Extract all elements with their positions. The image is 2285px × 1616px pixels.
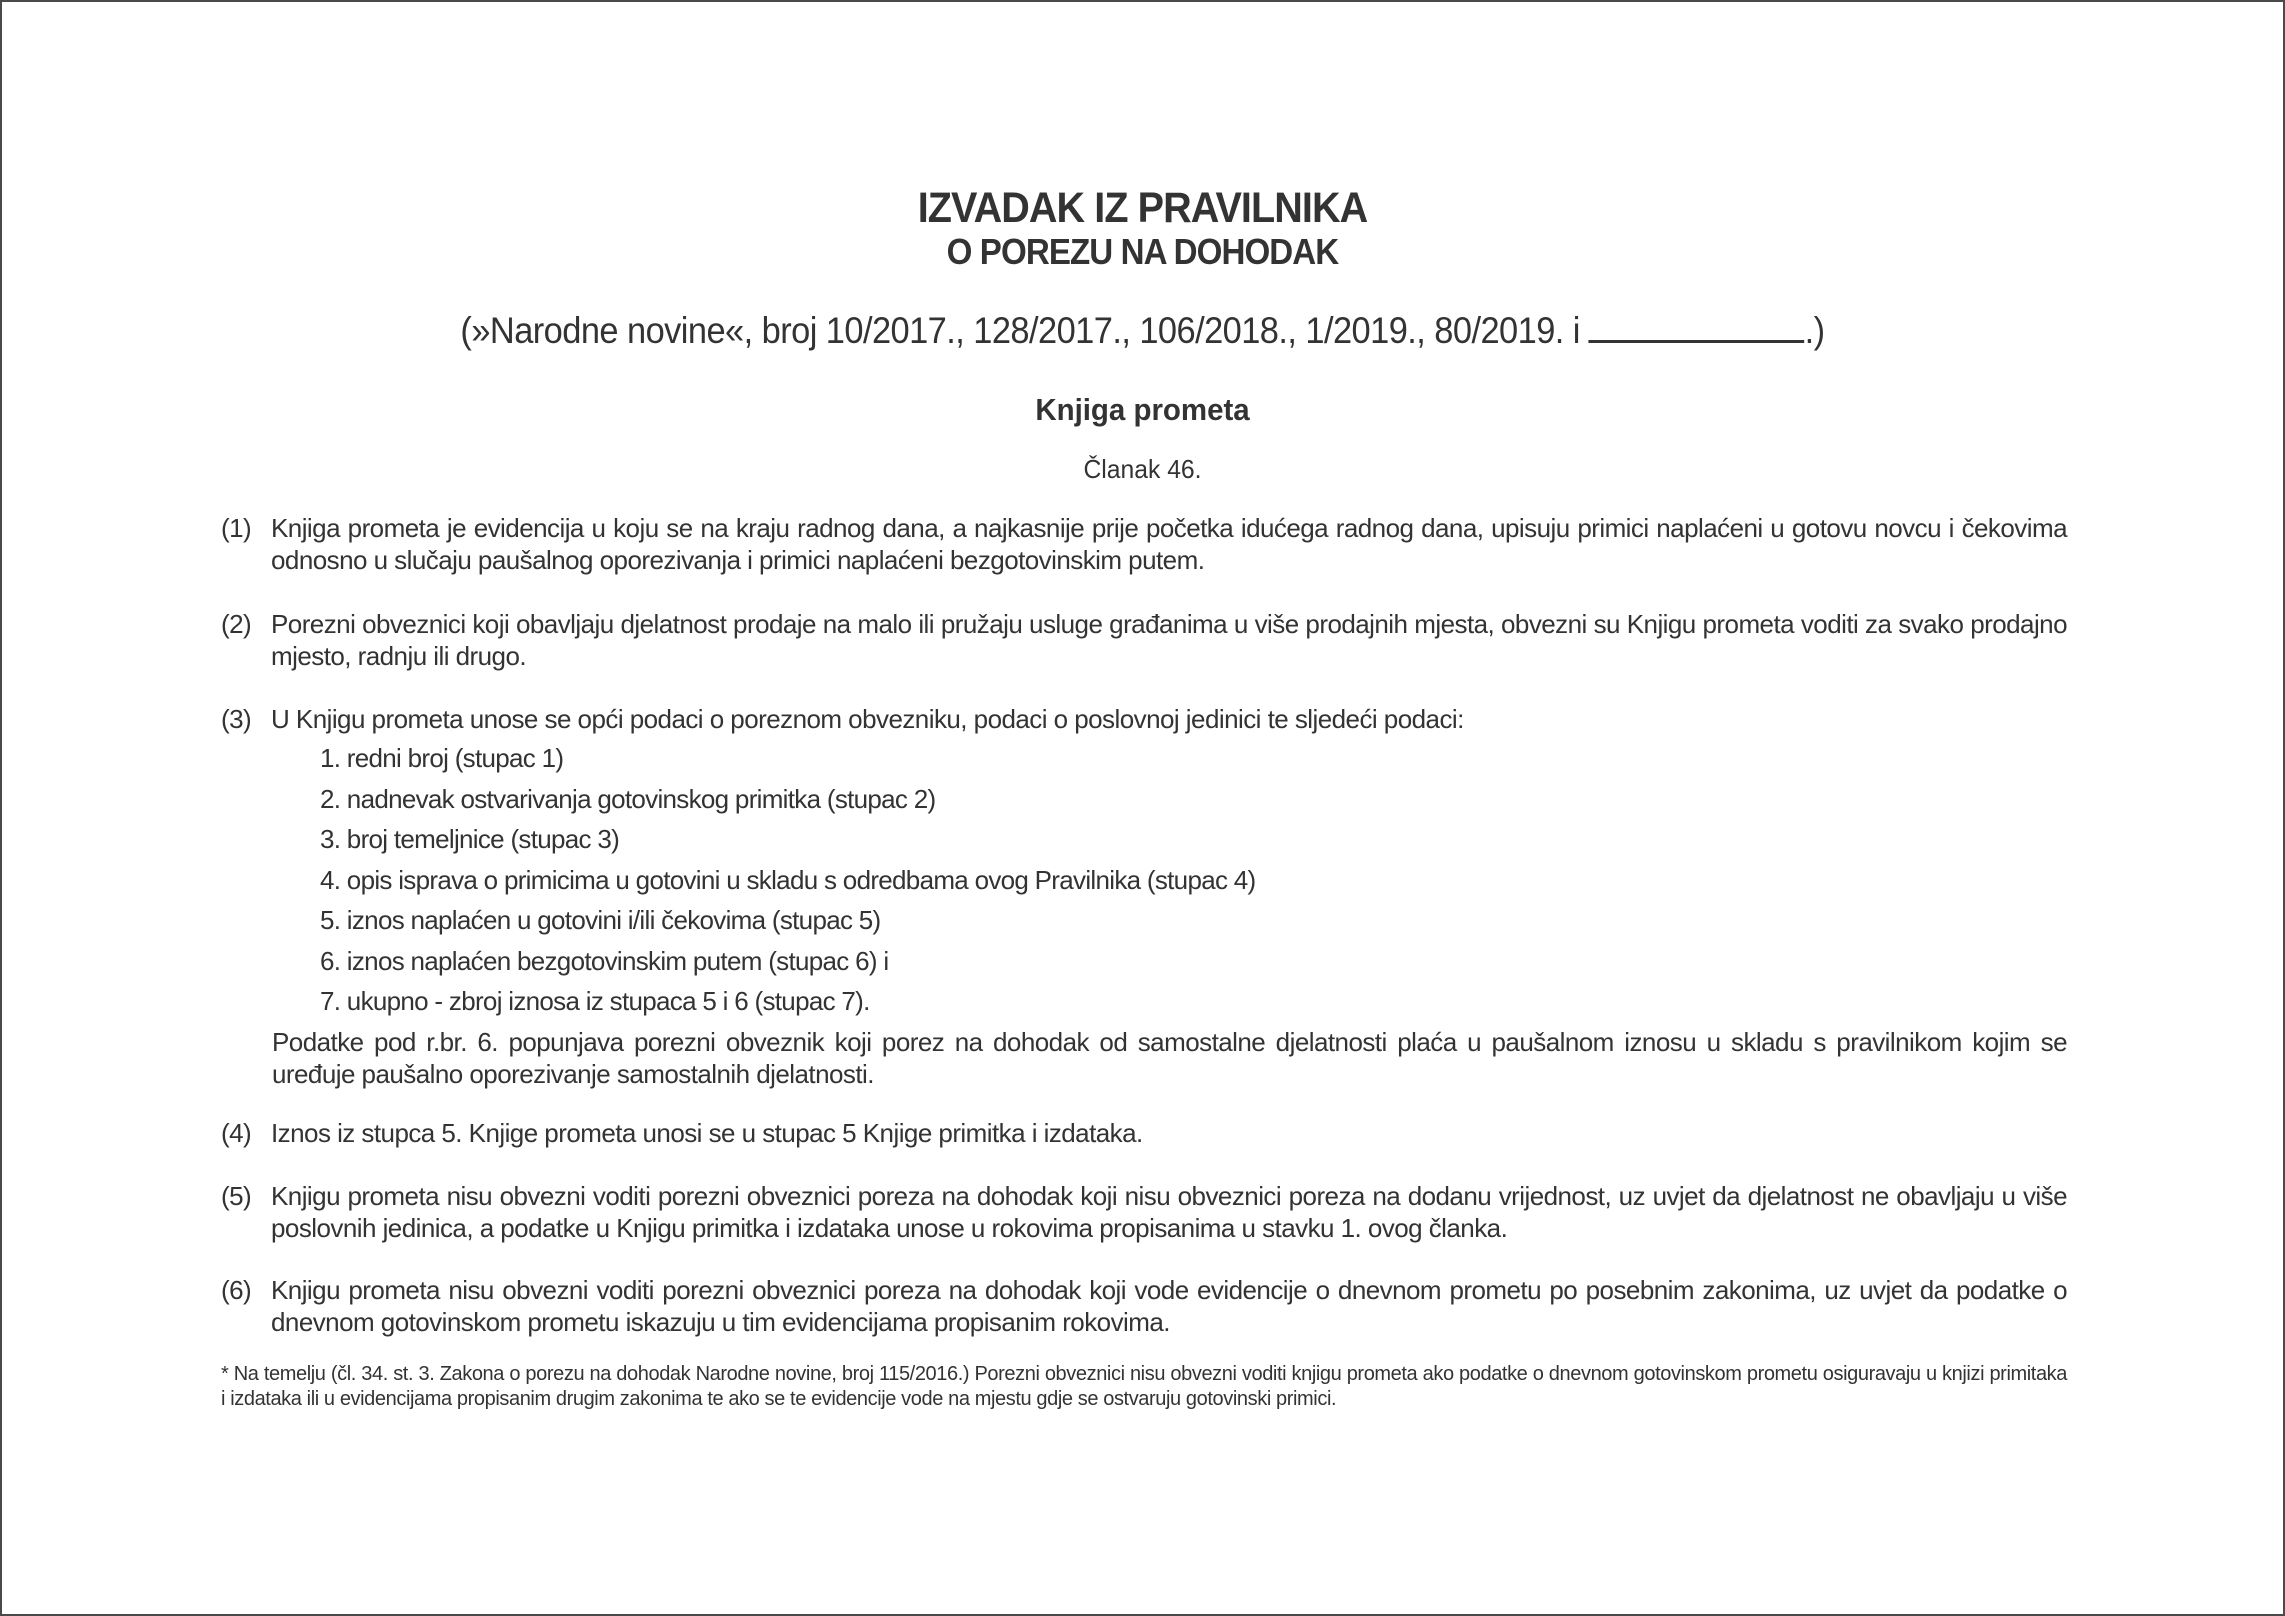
article-number: Članak 46. bbox=[1083, 454, 1202, 484]
footnote: * Na temelju (čl. 34. st. 3. Zakona o porezu na dohodak Narodne novine, broj 115/2016.) Porezni obveznici nisu obvezni voditi knjigu prometa ako podatke o dnevnom gotovinskom prometu osiguravaju u knjizi primitaka i izdataka ili u evidencijama propisanim drugim zakonima te ako se te evidencije vode na mjestu gdje se ostvaruju gotovinski primici. bbox=[221, 1363, 2067, 1410]
list-item: 3. broj temeljnice (stupac 3) bbox=[320, 824, 620, 854]
list-item: 4. opis isprava o primicima u gotovini u skladu s odredbama ovog Pravilnika (stupac 4) bbox=[320, 864, 1256, 895]
paragraph-text: U Knjigu prometa unose se opći podaci o poreznom obvezniku, podaci o poslovnoj jedinici te sljedeći podaci: bbox=[271, 704, 1464, 734]
list-item: 6. iznos naplaćen bezgotovinskim putem (stupac 6) i bbox=[320, 945, 889, 976]
list-item: 7. ukupno - zbroj iznosa iz stupaca 5 i 6 (stupac 7). bbox=[320, 986, 870, 1016]
data-column-list bbox=[320, 743, 1256, 1027]
document-subtitle: O POREZU NA DOHODAK bbox=[946, 231, 1339, 272]
paragraph-5 bbox=[221, 1181, 2067, 1244]
paragraph-6 bbox=[221, 1275, 2067, 1338]
document-title: IZVADAK IZ PRAVILNIKA bbox=[917, 184, 1368, 232]
paragraph-3 bbox=[221, 704, 2067, 736]
paragraph-number: (6) bbox=[221, 1275, 252, 1305]
gazette-blank-line bbox=[1589, 310, 1805, 343]
paragraph-1 bbox=[221, 513, 2067, 576]
list-item: 1. redni broj (stupac 1) bbox=[320, 743, 564, 773]
paragraph-number: (1) bbox=[221, 513, 252, 543]
paragraph-text: Porezni obveznici koji obavljaju djelatnost prodaje na malo ili pružaju usluge građanima u više prodajnih mjesta, obvezni su Knjigu prometa voditi za svako prodajno mjesto, radnju ili drugo. bbox=[271, 609, 2067, 671]
paragraph-text: Knjiga prometa je evidencija u koju se na kraju radnog dana, a najkasnije prije početka idućega radnog dana, upisuju primici naplaćeni u gotovu novcu i čekovima odnosno u slučaju paušalnog oporezivanja i primici naplaćeni bezgotovinskim putem. bbox=[271, 513, 2067, 575]
paragraph-text: Iznos iz stupca 5. Knjige prometa unosi se u stupac 5 Knjige primitka i izdataka. bbox=[271, 1118, 1143, 1148]
list-item: 5. iznos naplaćen u gotovini i/ili čekovima (stupac 5) bbox=[320, 905, 881, 935]
gazette-prefix: (»Narodne novine«, broj 10/2017., 128/2017., 106/2018., 1/2019., 80/2019. i bbox=[460, 310, 1589, 351]
paragraph-2 bbox=[221, 609, 2067, 672]
gazette-suffix: .) bbox=[1804, 310, 1825, 351]
paragraph-3-note: Podatke pod r.br. 6. popunjava porezni obveznik koji porez na dohodak od samostalne djelatnosti plaća u paušalnom iznosu u skladu s pravilnikom kojim se uređuje paušalno oporezivanje samostalnih djelatnosti. bbox=[272, 1027, 2067, 1089]
paragraph-text: Knjigu prometa nisu obvezni voditi porezni obveznici poreza na dohodak koji nisu obveznici poreza na dodanu vrijednost, uz uvjet da djelatnost ne obavljaju u više poslovnih jedinica, a podatke u Knjigu primitka i izdataka unose u rokovima propisanima u stavku 1. ovog članka. bbox=[271, 1181, 2067, 1243]
paragraph-number: (5) bbox=[221, 1181, 252, 1211]
paragraph-number: (2) bbox=[221, 609, 252, 639]
list-item: 2. nadnevak ostvarivanja gotovinskog primitka (stupac 2) bbox=[320, 783, 936, 814]
paragraph-text: Knjigu prometa nisu obvezni voditi porezni obveznici poreza na dohodak koji vode evidencije o dnevnom prometu po posebnim zakonima, uz uvjet da podatke o dnevnom gotovinskom prometu iskazuju u tim evidencijama propisanim rokovima. bbox=[271, 1275, 2067, 1337]
paragraph-number: (3) bbox=[221, 704, 252, 734]
section-title: Knjiga prometa bbox=[1035, 392, 1250, 427]
gazette-reference bbox=[82, 310, 2203, 352]
paragraph-number: (4) bbox=[221, 1118, 252, 1148]
paragraph-4 bbox=[221, 1118, 2067, 1150]
